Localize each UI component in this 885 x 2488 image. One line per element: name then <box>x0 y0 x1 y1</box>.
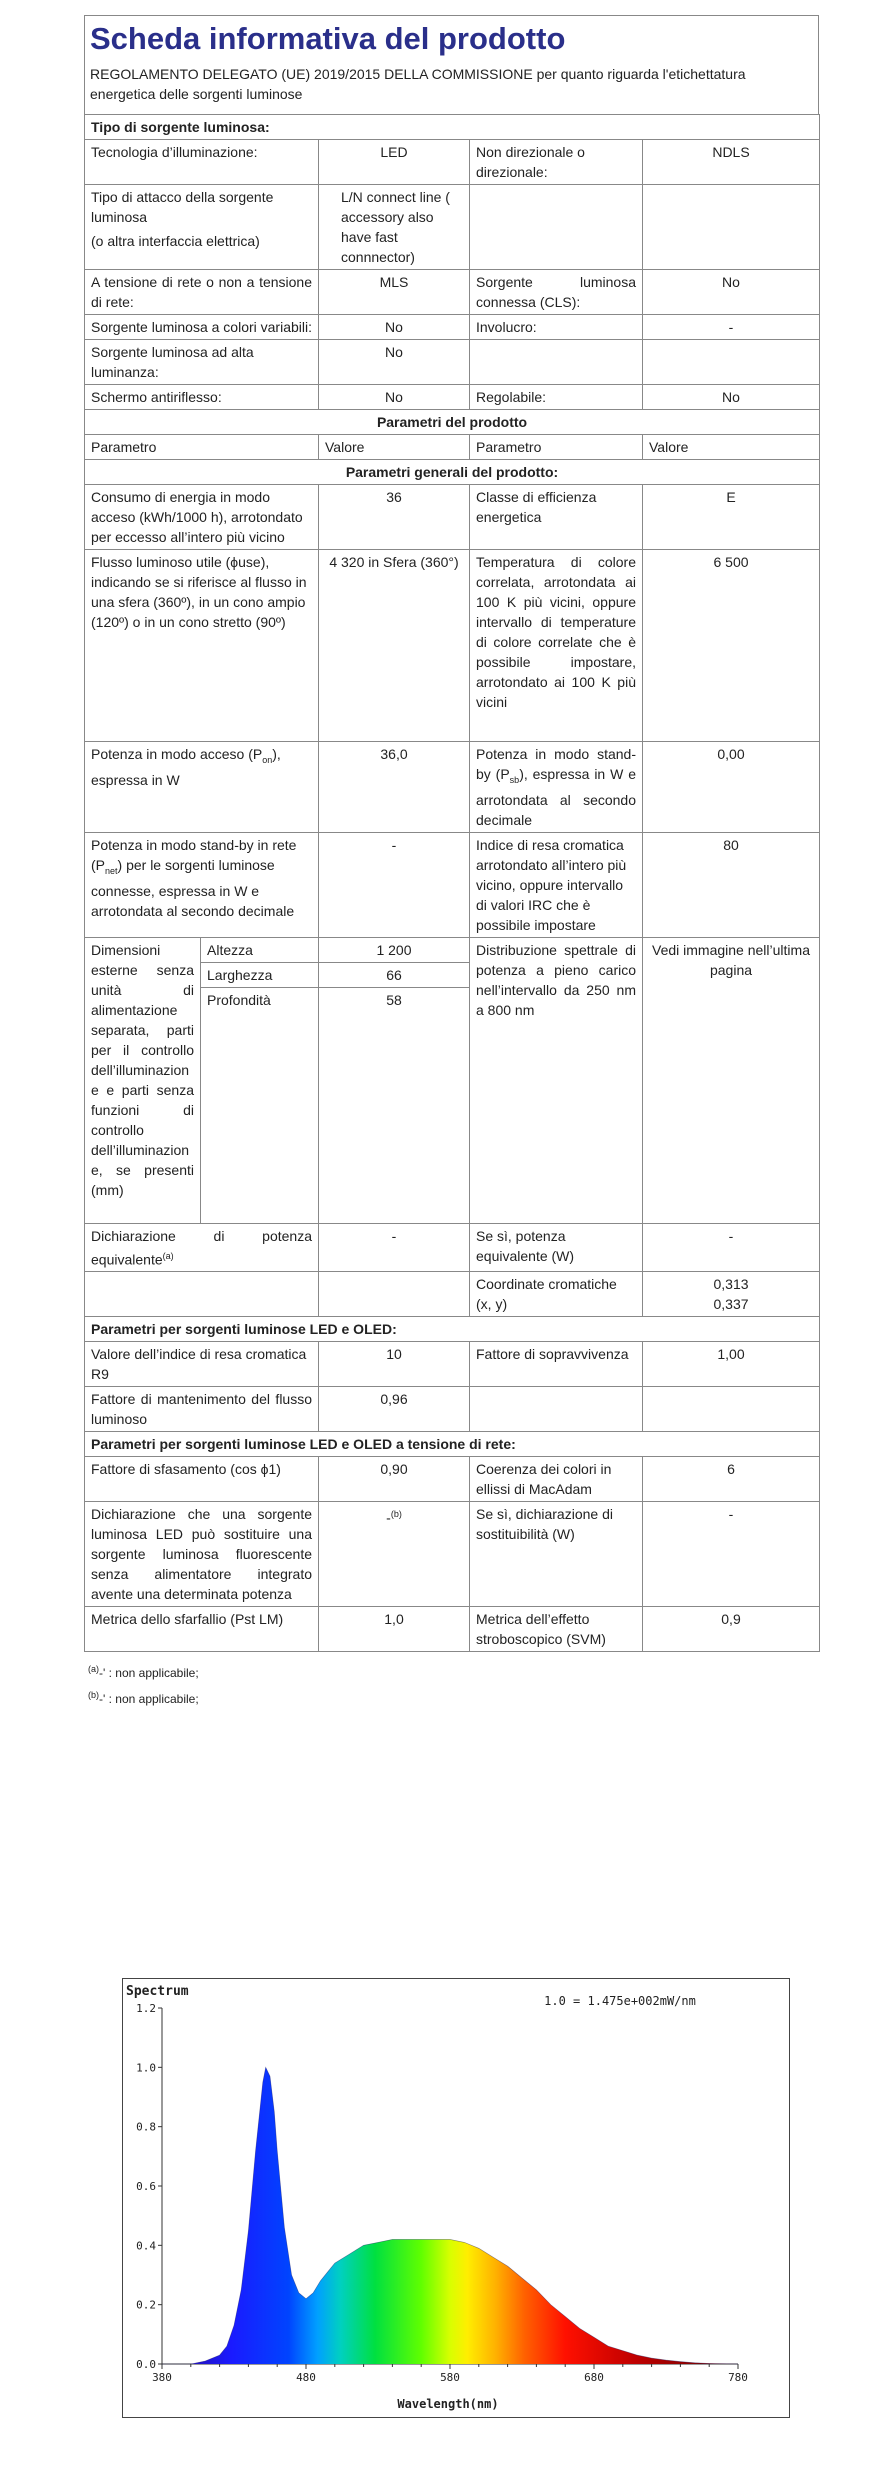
replacement2-label: Se sì, dichiarazione di sostituibilità (W) <box>470 1502 643 1607</box>
tech-value: LED <box>319 140 470 185</box>
psb-label <box>470 742 643 833</box>
spd-value: Vedi immagine nell’ultima pagina <box>643 937 820 1223</box>
maintenance-label: Fattore di mantenimento del flusso luminoso <box>85 1387 319 1432</box>
mains-label: A tensione di rete o non a tensione di rete: <box>85 270 319 315</box>
high-luminance-label: Sorgente luminosa ad alta luminanza: <box>85 340 319 385</box>
section-led-oled <box>85 1317 820 1342</box>
flicker-label: Metrica dello sfarfallio (Pst LM) <box>85 1607 319 1652</box>
replacement-value <box>319 1502 470 1607</box>
empty-cell <box>643 340 820 385</box>
section-light-source-type <box>85 115 820 140</box>
x-tick-label: 580 <box>440 2371 460 2384</box>
chart-x-axis-label: Wavelength(nm) <box>397 2397 499 2411</box>
equiv2-value: - <box>643 1223 820 1272</box>
x-tick-label: 780 <box>728 2371 748 2384</box>
column-header-value: Valore <box>643 435 820 460</box>
color-value: No <box>319 315 470 340</box>
table-row <box>85 340 820 385</box>
nondir-label: Non direzionale o direzionale: <box>470 140 643 185</box>
equiv-label-text: Dichiarazione di potenza equivalente <box>91 1227 312 1268</box>
y-tick-label: 0.0 <box>136 2358 156 2371</box>
footnote-a-text: -' : non applicabile; <box>99 1666 199 1681</box>
cap-label <box>85 185 319 270</box>
equiv2-label: Se sì, potenza equivalente (W) <box>470 1223 643 1272</box>
macadam-label: Coerenza dei colori in ellissi di MacAdam <box>470 1457 643 1502</box>
psb-value: 0,00 <box>643 742 820 833</box>
energy-value: 36 <box>319 485 470 550</box>
envelope-label: Involucro: <box>470 315 643 340</box>
product-info-table <box>84 114 820 1652</box>
table-row <box>85 1272 820 1317</box>
pon-label-a: Potenza in modo acceso (P <box>91 746 263 762</box>
cct-label: Temperatura di colore correlata, arrotondata ai 100 K più vicini, oppure intervallo di temperature di colore correlate che è possibile impostare, arrotondato ai 100 K più vicini <box>470 550 643 742</box>
table-row <box>85 1342 820 1387</box>
macadam-value: 6 <box>643 1457 820 1502</box>
phase-factor-label: Fattore di sfasamento (cos ϕ1) <box>85 1457 319 1502</box>
width-label: Larghezza <box>201 962 319 987</box>
section-heading: Parametri per sorgenti luminose LED e OLED a tensione di rete: <box>85 1432 820 1457</box>
table-row <box>85 1223 820 1272</box>
flicker-value: 1,0 <box>319 1607 470 1652</box>
pnet-value: - <box>319 832 470 937</box>
y-tick-label: 1.2 <box>136 2002 156 2015</box>
class-value: E <box>643 485 820 550</box>
cct-value: 6 500 <box>643 550 820 742</box>
spectrum-chart <box>122 1978 790 2418</box>
tech-label: Tecnologia d’illuminazione: <box>85 140 319 185</box>
y-tick-label: 0.4 <box>136 2239 156 2253</box>
page-subtitle: REGOLAMENTO DELEGATO (UE) 2019/2015 DELLA COMMISSIONE per quanto riguarda l'etichettatura energetica delle sorgenti luminose <box>90 66 746 102</box>
pnet-label-b: ) per le sorgenti luminose connesse, espressa in W e arrotondata al secondo decimale <box>91 856 295 919</box>
x-tick-label: 480 <box>296 2371 316 2384</box>
depth-label: Profondità <box>201 987 319 1223</box>
dimmable-label: Regolabile: <box>470 385 643 410</box>
r9-label: Valore dell’indice di resa cromatica R9 <box>85 1342 319 1387</box>
footnote-a <box>88 1658 819 1684</box>
cap-label-line2: (o altra interfaccia elettrica) <box>91 233 260 249</box>
section-heading: Tipo di sorgente luminosa: <box>85 115 820 140</box>
page-title: Scheda informativa del prodotto <box>90 21 566 56</box>
table-row <box>85 1502 820 1607</box>
stroboscopic-value: 0,9 <box>643 1607 820 1652</box>
pon-label-b: ), espressa in W <box>91 746 281 788</box>
equiv-sup: (a) <box>162 1250 174 1261</box>
equiv-label <box>85 1223 319 1272</box>
chromaticity-value <box>643 1272 820 1317</box>
table-row <box>85 140 820 185</box>
section-heading: Parametri del prodotto <box>85 410 820 435</box>
empty-cell <box>470 1387 643 1432</box>
maintenance-value: 0,96 <box>319 1387 470 1432</box>
replacement-label: Dichiarazione che una sorgente luminosa LED può sostituire una sorgente luminosa fluorescente senza alimentatore integrato avente una determinata potenza <box>85 1502 319 1607</box>
empty-cell <box>643 185 820 270</box>
replacement-value-text: - <box>386 1510 391 1527</box>
class-label: Classe di efficienza energetica <box>470 485 643 550</box>
footnote-b-mark: (b) <box>88 1690 99 1701</box>
chromaticity-y: 0,337 <box>713 1296 749 1313</box>
mains-value: MLS <box>319 270 470 315</box>
equiv-value: - <box>319 1223 470 1272</box>
footnotes <box>84 1658 819 1710</box>
pnet-label <box>85 832 319 937</box>
dimmable-value: No <box>643 385 820 410</box>
empty-cell <box>319 1272 470 1317</box>
empty-cell <box>470 185 643 270</box>
nondir-value: NDLS <box>643 140 820 185</box>
glare-label: Schermo antiriflesso: <box>85 385 319 410</box>
stroboscopic-label: Metrica dell’effetto stroboscopico (SVM) <box>470 1607 643 1652</box>
chromaticity-label: Coordinate cromatiche (x, y) <box>470 1272 643 1317</box>
footnote-b <box>88 1684 819 1710</box>
phase-factor-value: 0,90 <box>319 1457 470 1502</box>
table-row <box>85 485 820 550</box>
chart-title: Spectrum <box>126 1984 189 1999</box>
replacement-sup: (b) <box>390 1509 402 1520</box>
cls-label: Sorgente luminosa connessa (CLS): <box>470 270 643 315</box>
footnote-a-mark: (a) <box>88 1664 99 1675</box>
section-led-oled-mains <box>85 1432 820 1457</box>
empty-cell <box>470 340 643 385</box>
table-row <box>85 937 820 962</box>
cls-value: No <box>643 270 820 315</box>
cri-value: 80 <box>643 832 820 937</box>
pnet-sub: net <box>105 865 118 876</box>
replacement2-value: - <box>643 1502 820 1607</box>
column-header-param: Parametro <box>85 435 319 460</box>
section-general-params <box>85 460 820 485</box>
spd-label: Distribuzione spettrale di potenza a pieno carico nell’intervallo da 250 nm a 800 nm <box>470 937 643 1223</box>
cap-label-line1: Tipo di attacco della sorgente luminosa <box>91 189 274 225</box>
height-label: Altezza <box>201 937 319 962</box>
pon-sub: on <box>262 754 273 765</box>
width-value: 66 <box>319 962 470 987</box>
product-info-sheet <box>84 15 819 1710</box>
psb-label-b: ), espressa in W e arrotondata al secondo decimale <box>476 766 636 828</box>
flux-label: Flusso luminoso utile (ϕuse), indicando se si riferisce al flusso in una sfera (360º), in un cono ampio (120º) o in un cono stretto (90º) <box>85 550 319 742</box>
table-row <box>85 185 820 270</box>
pon-value: 36,0 <box>319 742 470 833</box>
table-row <box>85 270 820 315</box>
x-tick-label: 380 <box>152 2371 172 2384</box>
psb-sub: sb <box>509 774 520 785</box>
pon-label <box>85 742 319 833</box>
cri-label: Indice di resa cromatica arrotondato all’intero più vicino, oppure intervallo di valori IRC che è possibile impostare <box>470 832 643 937</box>
column-header-value: Valore <box>319 435 470 460</box>
y-tick-label: 1.0 <box>136 2061 156 2075</box>
table-row <box>85 832 820 937</box>
flux-value: 4 320 in Sfera (360°) <box>319 550 470 742</box>
column-header-row <box>85 435 820 460</box>
survival-value: 1,00 <box>643 1342 820 1387</box>
section-heading: Parametri per sorgenti luminose LED e OLED: <box>85 1317 820 1342</box>
chart-annotation: 1.0 = 1.475e+002mW/nm <box>544 1994 696 2008</box>
r9-value: 10 <box>319 1342 470 1387</box>
column-header-param: Parametro <box>470 435 643 460</box>
glare-value: No <box>319 385 470 410</box>
section-heading: Parametri generali del prodotto: <box>85 460 820 485</box>
cap-value: L/N connect line ( accessory also have fast connnector) <box>319 185 470 270</box>
table-row <box>85 1457 820 1502</box>
color-label: Sorgente luminosa a colori variabili: <box>85 315 319 340</box>
table-row <box>85 550 820 742</box>
chromaticity-x: 0,313 <box>713 1276 749 1293</box>
empty-cell <box>85 1272 319 1317</box>
y-tick-label: 0.6 <box>136 2180 156 2193</box>
table-row <box>85 1387 820 1432</box>
table-row <box>85 1607 820 1652</box>
table-row <box>85 315 820 340</box>
envelope-value: - <box>643 315 820 340</box>
table-row <box>85 385 820 410</box>
spectrum-svg <box>122 1978 790 2418</box>
psb-label-a: Potenza in modo stand-by (P <box>476 746 636 782</box>
empty-cell <box>643 1387 820 1432</box>
y-tick-label: 0.2 <box>136 2298 156 2312</box>
section-product-params <box>85 410 820 435</box>
y-tick-label: 0.8 <box>136 2120 156 2134</box>
table-row <box>85 742 820 833</box>
survival-label: Fattore di sopravvivenza <box>470 1342 643 1387</box>
pnet-label-a: Potenza in modo stand-by in rete (P <box>91 836 297 873</box>
x-tick-label: 680 <box>584 2371 604 2384</box>
depth-value: 58 <box>319 987 470 1223</box>
high-luminance-value: No <box>319 340 470 385</box>
header <box>84 15 819 114</box>
energy-label: Consumo di energia in modo acceso (kWh/1000 h), arrotondato per eccesso all’intero più vicino <box>85 485 319 550</box>
height-value: 1 200 <box>319 937 470 962</box>
dimensions-label: Dimensioni esterne senza unità di alimentazione separata, parti per il controllo dell’illuminazione e parti senza funzioni di controllo dell’illuminazione, se presenti (mm) <box>85 937 201 1223</box>
footnote-b-text: -' : non applicabile; <box>99 1692 199 1707</box>
